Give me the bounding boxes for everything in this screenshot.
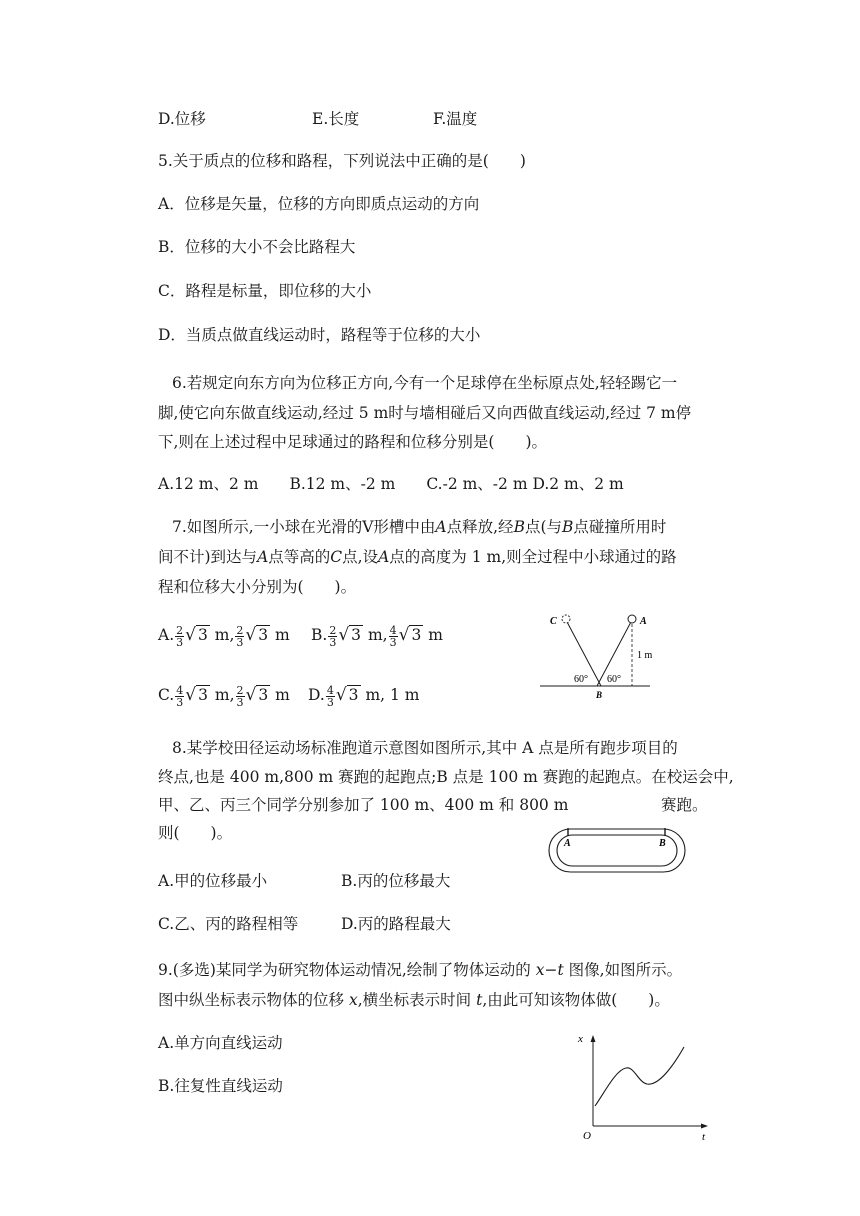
q9-stem-line-1: 9.(多选)某同学为研究物体运动情况,绘制了物体运动的 x−t 图像,如图所示。 [158,961,683,979]
q8-stem-line-1: 8.某学校田径运动场标准跑道示意图如图所示,其中 A 点是所有跑步项目的 [172,739,678,757]
label-c: C [550,616,557,627]
axis-x-label: x [578,1033,583,1045]
track-label-a: A [564,838,571,849]
axis-t-label: t [702,1131,706,1143]
q7-stem-line-1: 7.如图所示,一小球在光滑的V形槽中由A点释放,经B点(与B点碰撞所用时 [172,518,667,536]
q6-stem-line-3: 下,则在上述过程中足球通过的路程和位移分别是( )。 [158,433,548,451]
q8-option-c: C.乙、丙的路程相等 [158,915,299,933]
v-groove-figure [538,608,658,700]
q4-option-e: E.长度 [312,110,360,128]
q6-stem-line-1: 6.若规定向东方向为位移正方向,今有一个足球停在坐标原点处,轻轻踢它一 [172,374,678,392]
q7-option-d: D. $\frac{4}{3}$ √ 3 m, 1 m [308,683,420,709]
q8-option-a: A.甲的位移最小 [158,872,268,890]
q4-option-d: D.位移 [158,110,206,128]
q8-stem-line-4: 则( )。 [158,824,233,842]
track-label-b: B [659,838,666,849]
q6-stem-line-2: 脚,使它向东做直线运动,经过 5 m时与墙相碰后又向西做直线运动,经过 7 m停 [158,404,692,422]
q6-options: A.12 m、2 m B.12 m、-2 m C.-2 m、-2 m D.2 m、2 m [158,475,624,493]
q7-option-b: B. $\frac{2}{3}$ √ 3 m, $\frac{4}{3}$ √ 3 m [311,623,443,649]
q5-stem: 5.关于质点的位移和路程，下列说法中正确的是( ) [158,152,526,170]
q5-option-d: D．当质点做直线运动时，路程等于位移的大小 [158,326,481,344]
q9-stem-line-2: 图中纵坐标表示物体的位移 x,横坐标表示时间 t,由此可知该物体做( )。 [158,991,670,1009]
q8-stem-line-2: 终点,也是 400 m,800 m 赛跑的起跑点;B 点是 100 m 赛跑的起跑点。在校运会中, [158,768,734,786]
q8-option-d: D.丙的路程最大 [341,915,451,933]
q9-option-b: B.往复性直线运动 [158,1077,283,1095]
q7-stem-line-3: 程和位移大小分别为( )。 [158,578,357,596]
x-t-graph-figure [576,1032,716,1144]
label-a: A [640,616,647,627]
q7-stem-line-2: 间不计)到达与A点等高的C点,设A点的高度为 1 m,则全过程中小球通过的路 [158,548,677,566]
running-track-figure [547,826,689,876]
q8-stem-line-3b: 赛跑。 [661,796,708,814]
angle-left: 60° [574,674,588,685]
q4-option-f: F.温度 [433,110,478,128]
label-b: B [596,690,603,700]
q5-option-b: B．位移的大小不会比路程大 [158,238,356,256]
height-label: 1 m [637,650,653,661]
q7-option-a: A. $\frac{2}{3}$ √ 3 m, $\frac{2}{3}$ √ 3 m [158,623,290,649]
q8-stem-line-3a: 甲、乙、丙三个同学分别参加了 100 m、400 m 和 800 m [158,796,569,814]
q8-option-b: B.丙的位移最大 [341,872,451,890]
q5-option-c: C．路程是标量，即位移的大小 [158,282,372,300]
angle-right: 60° [607,674,621,685]
origin-label: O [583,1130,591,1142]
q7-option-c: C. $\frac{4}{3}$ √ 3 m, $\frac{2}{3}$ √ 3 m [158,683,290,709]
q5-option-a: A．位移是矢量，位移的方向即质点运动的方向 [158,195,480,213]
q9-option-a: A.单方向直线运动 [158,1034,283,1052]
